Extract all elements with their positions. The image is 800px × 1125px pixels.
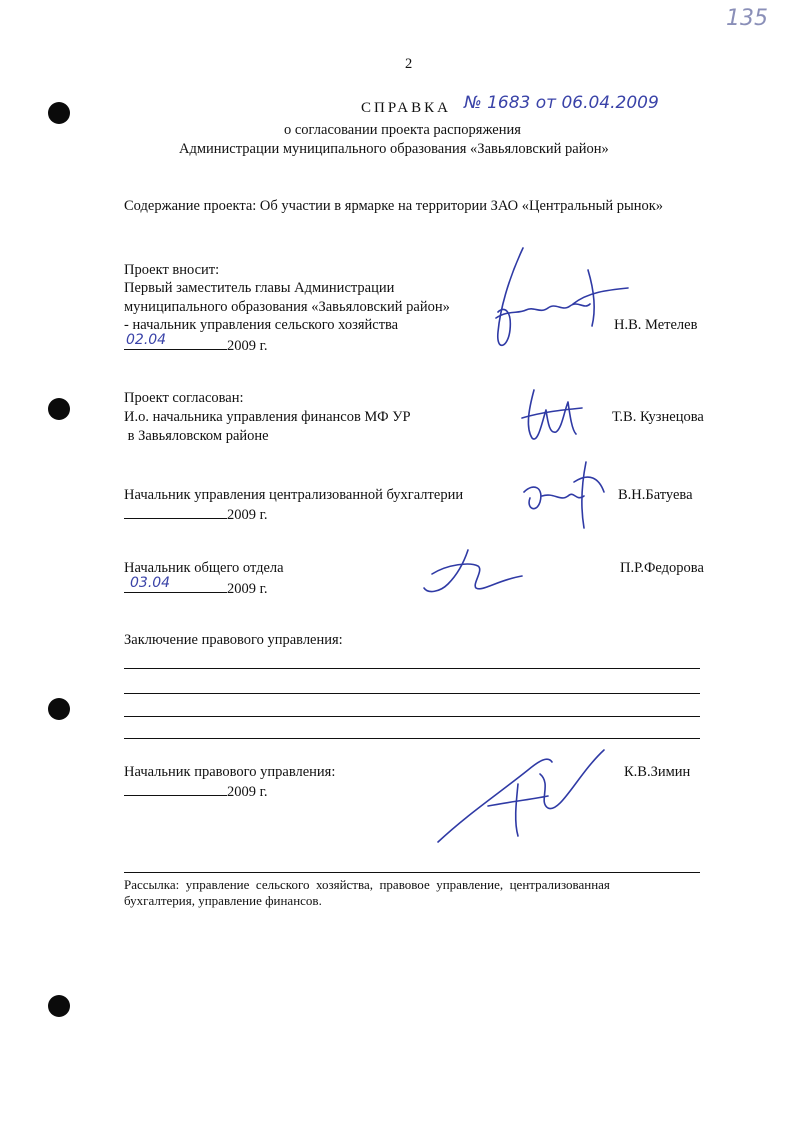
submitter-line-2: муниципального образования «Завьяловский район»	[124, 299, 450, 315]
binder-hole	[48, 102, 70, 124]
legal-conclusion-line	[124, 716, 700, 717]
accounting-name: В.Н.Батуева	[618, 487, 693, 503]
submitter-line-1: Первый заместитель главы Администрации	[124, 280, 395, 296]
signature-zimin	[428, 744, 628, 854]
submitter-name: Н.В. Метелев	[614, 317, 698, 333]
legal-conclusion-label: Заключение правового управления:	[124, 632, 343, 648]
page-number: 2	[405, 56, 413, 72]
legal-head-name: К.В.Зимин	[624, 764, 691, 780]
signature-metelev	[478, 240, 628, 360]
document-title	[361, 100, 451, 117]
project-content: Содержание проекта: Об участии в ярмарке на территории ЗАО «Центральный рынок»	[124, 198, 664, 214]
subtitle-line-2: Администрации муниципального образования «Завьяловский район»	[179, 141, 609, 157]
registration-number: № 1683 от 06.04.2009	[464, 93, 659, 113]
approved-line-2: в Завьяловском районе	[124, 428, 269, 444]
binder-hole	[48, 398, 70, 420]
accounting-line-1: Начальник управления централизованной бухгалтерии	[124, 487, 464, 503]
legal-conclusion-line	[124, 738, 700, 739]
binder-hole	[48, 698, 70, 720]
distribution-separator	[124, 872, 700, 873]
binder-hole	[48, 995, 70, 1017]
corner-number: 135	[726, 6, 768, 31]
submitter-line-3: - начальник управления сельского хозяйства	[124, 317, 399, 333]
general-name: П.Р.Федорова	[620, 560, 704, 576]
legal-conclusion-line	[124, 668, 700, 669]
submitter-heading: Проект вносит:	[124, 262, 220, 278]
general-date-handwritten: 03.04	[130, 575, 171, 591]
signature-kuznetsova	[512, 382, 592, 452]
approved-name: Т.В. Кузнецова	[612, 409, 704, 425]
signature-fedorova	[418, 544, 528, 604]
legal-head-line-1: Начальник правового управления:	[124, 764, 336, 780]
submitter-date: 02.04 2009 г.	[126, 332, 268, 354]
distribution-line-1: Рассылка: управление сельского хозяйства, правовое управление, централизованная	[124, 877, 610, 892]
approved-line-1: И.о. начальника управления финансов МФ УР	[124, 409, 411, 425]
general-date: 03.04 2009 г.	[124, 579, 268, 598]
legal-conclusion-line	[124, 693, 700, 694]
submitter-date-handwritten: 02.04	[126, 332, 167, 348]
general-line-1: Начальник общего отдела	[124, 560, 284, 576]
title-text: СПРАВКА	[361, 100, 451, 116]
legal-head-date: 2009 г.	[124, 782, 268, 801]
approved-heading: Проект согласован:	[124, 390, 244, 406]
accounting-date: 2009 г.	[124, 505, 268, 524]
subtitle-line-1: о согласовании проекта распоряжения	[284, 122, 521, 138]
distribution-line-2: бухгалтерия, управление финансов.	[124, 893, 322, 908]
signature-batueva	[514, 452, 614, 532]
